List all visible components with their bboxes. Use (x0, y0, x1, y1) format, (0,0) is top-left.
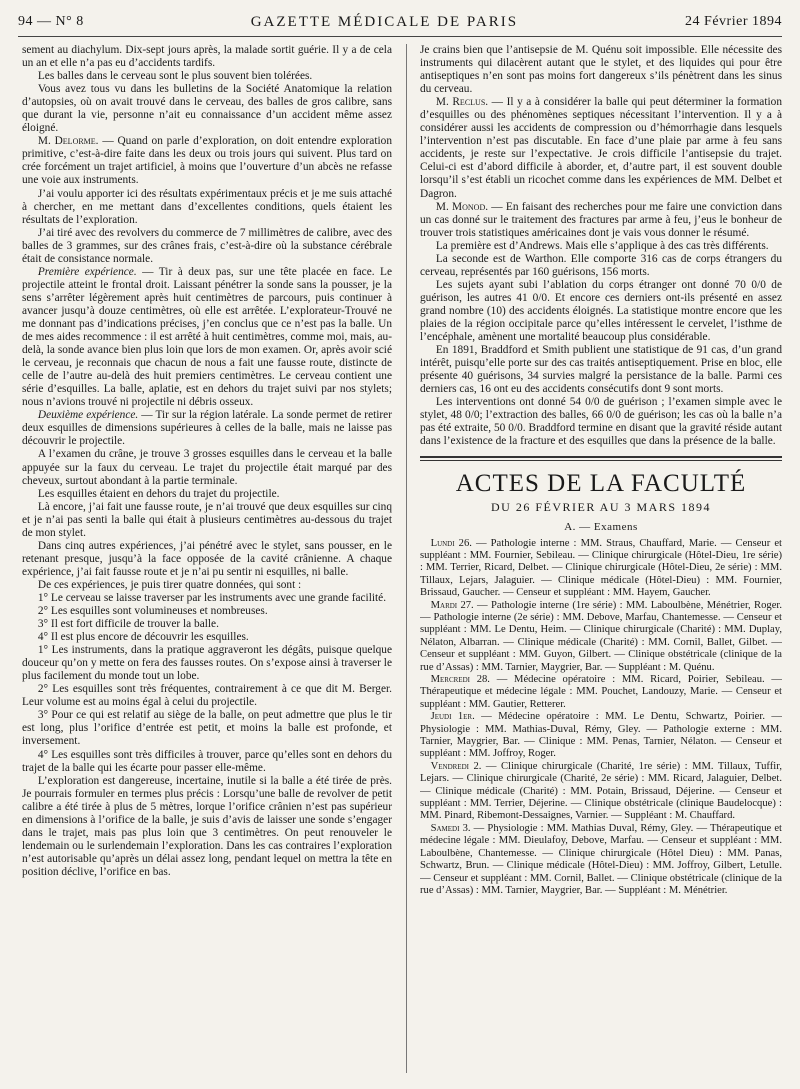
paragraph (22, 592, 392, 605)
exam-details: — Clinique chirurgicale (Charité, 1re série) : MM. Tillaux, Tuffir, Lejars. — Clinique chirurgicale (Charité, 2e série) : MM. Ricard, Jalaguier, Delbet. — Clinique médicale (Charité) : MM. Potain, Brissaud, Déjerine. — Censeur et suppléant : MM. Terrier, Déjerine. — Clinique obstétricale (clinique Baudelocque) : MM. Pinard, Ribemont-Dessaignes, Varnier. — Suppléant : M. Chauffard. (420, 760, 782, 822)
paragraph (22, 83, 392, 135)
paragraph (22, 631, 392, 644)
speaker-name: M. Delorme. — (37, 135, 114, 148)
paragraph (420, 240, 782, 253)
exam-day-entry (420, 823, 782, 897)
experiment-label: Deuxième expérience. (37, 409, 139, 422)
paragraph (22, 44, 392, 70)
discussion-continued (420, 44, 782, 448)
paragraph (22, 540, 392, 579)
paragraph-text: En faisant des recherches pour me faire une conviction dans un cas donné sur le traitement des fractures par arme à feu, j’eus le bonheur de trouver trois statistiques américaines dont je vais vous donner le résumé. (420, 200, 782, 239)
exam-schedule (420, 538, 782, 898)
paragraph-text: La seconde est de Warthon. Elle comporte 316 cas de corps étrangers du cerveau, représentés par 160 guérisons, 156 morts. (420, 252, 782, 278)
paragraph-text: Les sujets ayant subi l’ablation du corps étranger ont donné 70 0/0 de guérison, les autres 41 0/0. Et encore ces derniers ont-ils présenté en assez grand nombre (10) des accidents éloignés. La statistique montre encore que les plaies de la région occipitale parce qu’elles intéressent le cervelet, l’isthme de l’encéphale, amènent une mortalité beaucoup plus considérable. (420, 278, 782, 344)
paragraph-text: Dans cinq autres expériences, j’ai pénétré avec le stylet, sans pousser, en le retenant presque, jusqu’à la face opposée de la cavité crânienne. A chaque expérience, j’ai fait fausse route et je n’ai pu sentir ni esquilles, ni balle. (22, 539, 392, 578)
paragraph-text: Là encore, j’ai fait une fausse route, je n’ai trouvé que deux esquilles sur cinq et je n’ai pas senti la balle qui était à plusieurs centimètres au-dessous du trajet de mon stylet. (22, 500, 392, 539)
paragraph-text: J’ai voulu apporter ici des résultats expérimentaux précis et je me suis attaché à chercher, en me mettant dans d’excellentes conditions, quels étaient les résultats de l’exploration. (22, 187, 392, 226)
section-separator (420, 456, 782, 461)
exam-details: — Physiologie : MM. Mathias Duval, Rémy, Gley. — Thérapeutique et médecine légale : MM. Dieulafoy, Debove, Marfau. — Censeur et suppléant : MM. Laboulbène, Chantemesse. — Clinique chirurgicale (Hôtel Dieu) : MM. Panas, Schwartz, Brun. — Clinique médicale (Hôtel-Dieu) : MM. Joffroy, Gilbert, Letulle. — Censeur et suppléant : MM. Cornil, Ballet. — Clinique obstétricale (clinique de la rue d’Assas) : MM. Tarnier, Maygrier, Bar. — Suppléant : M. Ménétrier. (420, 822, 782, 896)
paragraph-text: — Tir sur la région latérale. La sonde permet de retirer deux esquilles de dimensions supérieures à celles de la balle, mais ne laisse pas découvrir le projectile. (22, 409, 392, 448)
paragraph (22, 618, 392, 631)
exam-day: Mardi 27. (430, 599, 474, 611)
paragraph-text: La première est d’Andrews. Mais elle s’applique à des cas très différents. (435, 239, 769, 252)
paragraph-text: En 1891, Braddford et Smith publient une statistique de 91 cas, d’un grand intérêt, puisqu’elle porte sur des cas traités antiseptiquement. Prise en bloc, elle présente 40 guérisons, 34 survies malgré la persistance de la balle. Parmi ces derniers cas, 16 ont eu des accidents consécutifs dont 9 sont morts. (420, 344, 782, 396)
paragraph-text: A l’examen du crâne, je trouve 3 grosses esquilles dans le cerveau et la balle appuyée sur la faux du cerveau. Le trajet du projectile était marqué par des cheveux, surtout abondant à la partie terminale. (22, 448, 392, 487)
paragraph (22, 579, 392, 592)
exams-heading: A. — Examens (564, 520, 638, 533)
faculty-subtitle: DU 26 FÉVRIER AU 3 MARS 1894 (490, 500, 712, 515)
paragraph (22, 501, 392, 540)
exam-day-entry (420, 761, 782, 823)
paragraph-text: 4° Les esquilles sont très difficiles à trouver, parce qu’elles sont en dehors du trajet de la balle qui les écarte pour passer elle-même. (22, 748, 392, 774)
exam-details: — Pathologie interne : MM. Straus, Chauffard, Marie. — Censeur et suppléant : MM. Fournier, Sebileau. — Clinique chirurgicale (Hôtel-Dieu, 1re série) : MM. Terrier, Ricard, Delbet. — Clinique chirurgicale (Hôtel-Dieu, 2e série) : MM. Tillaux, Lejars, Jalaguier. — Clinique médicale (Hôtel-Dieu) : MM. Fournier, Brissaud, Gaucher. — Censeur et suppléant : MM. Hayem, Gaucher. (420, 537, 782, 599)
exam-day: Mercredi 28. (430, 674, 490, 686)
paragraph (22, 448, 392, 487)
paragraph-text: Les balles dans le cerveau sont le plus souvent bien tolérées. (37, 70, 313, 83)
paragraph-text: Vous avez tous vu dans les bulletins de la Société Anatomique la relation d’autopsies, où on avait trouvé dans le cerveau, des balles de gros calibre, sans que durant la vie, personne n’ait eu connaissance d’un accident même assez éloigné. (22, 83, 392, 135)
paragraph (22, 605, 392, 618)
paragraph (22, 683, 392, 709)
column-divider (406, 44, 407, 1073)
paragraph-text: sement au diachylum. Dix-sept jours après, la malade sortit guérie. Il y a de cela un an et elle n’a pas eu d’accidents tardifs. (22, 44, 392, 70)
paragraph (22, 709, 392, 748)
paragraph-text: 3° Il est fort difficile de trouver la balle. (37, 618, 219, 631)
faculty-title: ACTES DE LA FACULTÉ (455, 470, 747, 498)
paragraph (420, 201, 782, 240)
paragraph (22, 266, 392, 410)
paragraph (22, 70, 392, 83)
paragraph-text: — Tir à deux pas, sur une tête placée en face. Le projectile atteint le frontal droit. Laissant pénétrer la sonde sans la pousser, je la sens s’arrêter légèrement après huit centimètres de parcours, puis continuer à avancer jusqu’à douze centimètres, où elle est arrêtée. L’explorateur-Trouvé ne me donnant pas d’indications précises, j’en conclus que ce n’est pas la balle. Un de mes aides recommence : il est arrêté à huit centimètres, comme moi, mais, au-delà, la sonde avance bien plus loin que lors de mon examen. Or, après avoir scié le cerveau, je reconnais que chacun de nous a fait une fausse route, distincte de celle de l’autre au-delà des huit premiers centimètres. Le cerveau contient une série d’esquilles. La balle, aplatie, est en dehors du trajet suivi par nos stylets; nous n’avions trouvé ni projectile ni débris osseux. (22, 265, 392, 409)
page-number: 94 — N° 8 (18, 14, 84, 29)
paragraph (22, 409, 392, 448)
paragraph (420, 96, 782, 200)
paragraph-text: De ces expériences, je puis tirer quatre données, qui sont : (37, 578, 302, 591)
paragraph-text: Quand on parle d’exploration, on doit entendre exploration primitive, c’est-à-dire faite dans les deux ou trois jours qui suivent. Plus tard on crée forcément un trajet artificiel, à moins que l’ouverture d’un abcès ne refasse une voie aux instruments. (22, 135, 392, 187)
paragraph-text: 3° Pour ce qui est relatif au siège de la balle, on peut admettre que plus le tir est long, plus l’orifice d’entrée est petit, et moins la balle est profonde, et inversement. (22, 709, 392, 748)
issue-date: 24 Février 1894 (685, 14, 782, 29)
paragraph-text: 2° Les esquilles sont volumineuses et nombreuses. (37, 605, 268, 618)
speaker-name: M. Monod. — (435, 200, 503, 213)
exam-day-entry (420, 600, 782, 674)
exam-details: — Médecine opératoire : MM. Ricard, Poirier, Sebileau. — Thérapeutique et médecine légale : MM. Pouchet, Landouzy, Marie. — Censeur et suppléant : MM. Gautier, Retterer. (420, 674, 782, 710)
paragraph (420, 44, 782, 96)
left-column (22, 44, 392, 1073)
right-column (420, 44, 782, 1073)
paragraph-text: 4° Il est plus encore de découvrir les esquilles. (37, 631, 249, 644)
paragraph-text: Il y a à considérer la balle qui peut déterminer la formation d’esquilles ou des phénomènes septiques nécessitant l’intervention. Il y a à considérer aussi les accidents de compression ou d’hémorrhagie dans lesquels l’intervention n’est pas discutable. En face d’une plaie par arme à feu sans accidents, je reste sur l’expectative. Je crois difficile l’antisepsie du trajet. Celui-ci est d’abord difficile à aborder, et, d’autre part, il est souvent double lorsqu’il s’est établi un ricochet comme dans les expériences de MM. Delbet et Dagron. (420, 96, 782, 200)
paragraph (22, 488, 392, 501)
paragraph (420, 344, 782, 396)
experiment-label: Première expérience. (37, 265, 137, 278)
exam-day-entry (420, 538, 782, 600)
paragraph (420, 253, 782, 279)
paragraph (22, 135, 392, 187)
paragraph-text: Les esquilles étaient en dehors du trajet du projectile. (37, 487, 280, 500)
paragraph-text: Les interventions ont donné 54 0/0 de guérison ; l’examen simple avec le stylet, 48 0/0; l’extraction des balles, 66 0/0 de guérison; les cas où la balle n’a pas été extraite, 50 0/0. Braddford termine en disant que la gravité réside autant dans l’existence de la fracture et des esquilles que dans la présence de la balle. (420, 396, 782, 448)
exam-day-entry (420, 674, 782, 711)
paragraph (22, 227, 392, 266)
exam-day-entry (420, 711, 782, 761)
paragraph (420, 396, 782, 448)
exam-day: Lundi 26. (430, 537, 472, 549)
paragraph (22, 188, 392, 227)
exam-day: Samedi 3. (430, 822, 471, 834)
paragraph (420, 279, 782, 344)
paragraph (22, 749, 392, 775)
exam-details: — Médecine opératoire : MM. Le Dentu, Schwartz, Poirier. — Physiologie : MM. Mathias-Duval, Rémy, Gley. — Pathologie externe : MM. Tarnier, Maygrier, Bar. — Clinique : MM. Penas, Tarnier, Nélaton. — Censeur et suppléant : MM. Joffroy, Roger. (420, 711, 782, 760)
paragraph (22, 775, 392, 879)
speaker-name: M. Reclus. — (435, 96, 504, 109)
paragraph-text: Je crains bien que l’antisepsie de M. Quénu soit impossible. Elle nécessite des instruments qui dilacèrent autant que le stylet, et des liquides qui pour être antiseptiques n’en sont pas moins fort dangereux s’ils pénètrent dans les sinus du cerveau. (420, 44, 782, 96)
running-header (18, 8, 782, 37)
journal-title: GAZETTE MÉDICALE DE PARIS (250, 13, 519, 30)
paragraph-text: J’ai tiré avec des revolvers du commerce de 7 millimètres de calibre, avec des balles de 3 grammes, sur des crânes frais, c’est-à-dire où la substance cérébrale était de consistance normale. (22, 226, 392, 265)
paragraph-text: 2° Les esquilles sont très fréquentes, contrairement à ce que dit M. Berger. Leur volume est au moins égal à celui du projectile. (22, 683, 392, 709)
paragraph-text: 1° Les instruments, dans la pratique aggraveront les dégâts, puisque quelque douceur qu’on y mette on fera des fausses routes. On s’expose ainsi à traverser le plus facilement du monde tout un lobe. (22, 644, 392, 683)
paragraph (22, 644, 392, 683)
exam-details: — Pathologie interne (1re série) : MM. Laboulbène, Ménétrier, Roger. — Pathologie interne (2e série) : MM. Debove, Marfau, Chantemesse. — Censeur et suppléant : MM. Le Dentu, Heim. — Clinique chirurgicale (Charité) : MM. Duplay, Nélaton, Albarran. — Clinique médicale (Charité) : MM. Cornil, Ballet, Gilbet. — Censeur et suppléant : MM. Guyon, Gilbert. — Clinique obstétricale (clinique de la rue d’Assas) : MM. Tarnier, Maygrier, Bar. — Suppléant : M. Quénu. (420, 599, 782, 673)
paragraph-text: L’exploration est dangereuse, incertaine, inutile si la balle a été tirée de près. Je pourrais formuler en termes plus précis : Lorsqu’une balle de revolver de petit calibre a été tirée à plus de 5 mètres, lorque l’orifice crânien n’est pas supérieur en dimensions à l’orifice de la balle, je suis d’avis de laisser une sonde s’engager dans le trajet, mais pas plus loin que 3 centimètres. On peut renouveler le lendemain ou le surlendemain l’exploration. Dans les cas contraires l’exploration n’est autorisable qu’après un délai assez long, pendant lequel on mettra la tête en position déclive, l’orifice en bas. (22, 774, 392, 878)
exam-day: Jeudi 1er. (430, 711, 475, 723)
exam-day: Vendredi 2. (430, 760, 482, 772)
paragraph-text: 1° Le cerveau se laisse traverser par les instruments avec une grande facilité. (37, 591, 387, 604)
